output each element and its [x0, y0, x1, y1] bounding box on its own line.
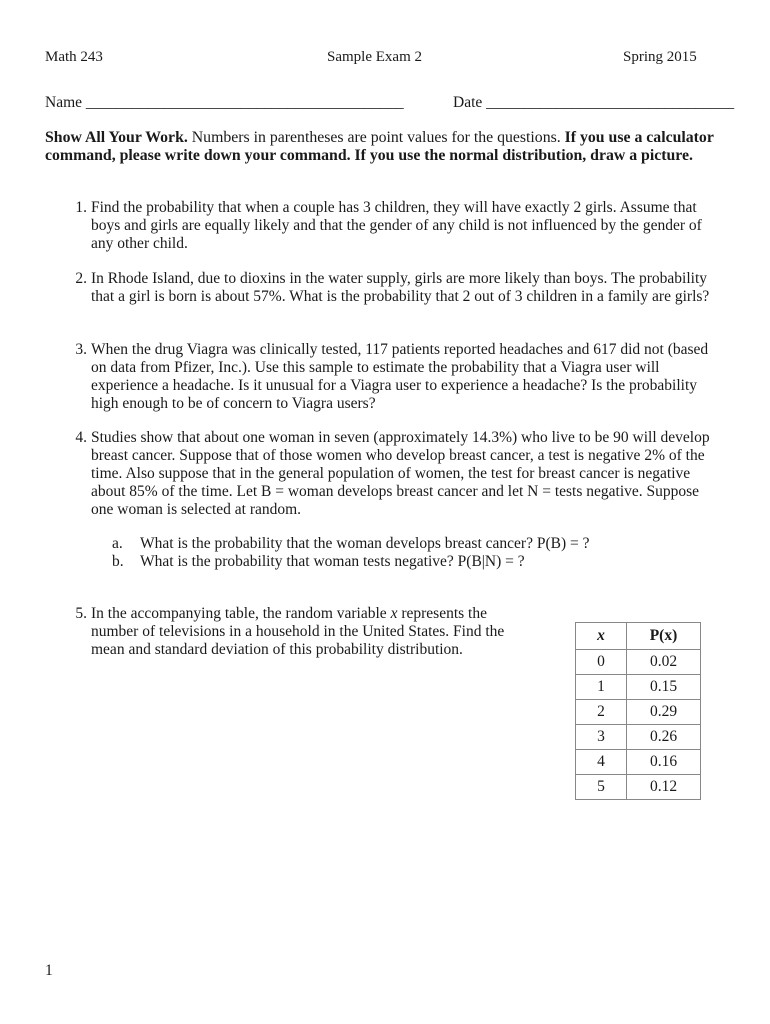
date-field [453, 94, 734, 112]
name-field [45, 94, 404, 112]
date-line: ________________________________ [486, 94, 735, 111]
table-cell: 1 [576, 675, 627, 700]
variable-x: x [390, 605, 398, 622]
table-row [576, 750, 701, 775]
table-cell: 0 [576, 650, 627, 675]
instructions-bold-2: If you use a calculator command, please write down your command. If you use the normal distribution, draw a picture. [45, 129, 714, 164]
table-cell: 0.29 [627, 700, 701, 725]
table-cell: 3 [576, 725, 627, 750]
question-number: 5. [75, 605, 87, 622]
table-row [576, 775, 701, 800]
table-header-row [576, 623, 701, 650]
exam-term: Spring 2015 [623, 49, 697, 65]
question-text: When the drug Viagra was clinically tested, 117 patients reported headaches and 617 did not (based on data from Pfizer, Inc.). Use this sample to estimate the probability that a Viagra user will experience a headache. Is it unusual for a Viagra user to experience a headache? Is the probability high enough to be of concern to Viagra users? [91, 341, 709, 412]
question-text-part: In the accompanying table, the random variable [91, 605, 391, 622]
column-header-x-text: x [597, 627, 605, 644]
question-text [91, 605, 505, 659]
instructions-bold-1: Show All Your Work. [45, 129, 188, 146]
name-label: Name [45, 94, 83, 111]
question-number: 4. [75, 429, 87, 446]
instructions-text: Numbers in parentheses are point values for the questions. [187, 129, 565, 146]
subquestion-label: b. [112, 553, 124, 570]
table-row [576, 675, 701, 700]
table-cell: 0.16 [627, 750, 701, 775]
table-cell: 0.15 [627, 675, 701, 700]
table-cell: 0.12 [627, 775, 701, 800]
subquestion-b [112, 553, 672, 571]
table-cell: 5 [576, 775, 627, 800]
column-header-px: P(x) [627, 623, 701, 650]
page-number: 1 [45, 962, 53, 979]
question-number: 3. [75, 341, 87, 358]
question-text: Studies show that about one woman in seven (approximately 14.3%) who live to be 90 will develop breast cancer. Suppose that of those women who develop breast cancer, a test is negative 2% of the time. Also suppose that in the general population of women, the test for breast cancer is negative about 85% of the time. Let B = woman develops breast cancer and let N = tests negative. Suppose one woman is selected at random. [91, 429, 710, 518]
exam-title: Sample Exam 2 [327, 49, 422, 65]
question-text: Find the probability that when a couple has 3 children, they will have exactly 2 girls. Assume that boys and girls are equally likely and that the gender of any child is not influenced by the gender of any other child. [91, 199, 702, 252]
probability-table [575, 622, 701, 800]
table-row [576, 725, 701, 750]
question-text-part: represents the number of televisions in a household in the United States. Find the mean and standard deviation of this probability distribution. [91, 605, 505, 658]
table-row [576, 650, 701, 675]
table-cell: 4 [576, 750, 627, 775]
subquestion-label: a. [112, 535, 123, 552]
name-line: _________________________________________ [85, 94, 404, 111]
question-text: In Rhode Island, due to dioxins in the water supply, girls are more likely than boys. The probability that a girl is born is about 57%. What is the probability that 2 out of 3 children in a family are girls? [91, 270, 710, 305]
date-label: Date [453, 94, 483, 111]
course-name: Math 243 [45, 49, 103, 65]
instructions [45, 129, 715, 165]
table-cell: 0.26 [627, 725, 701, 750]
table-cell: 0.02 [627, 650, 701, 675]
question-number: 1. [75, 199, 87, 216]
question-number: 2. [75, 270, 87, 287]
subquestion-text: What is the probability that the woman develops breast cancer? P(B) = ? [140, 535, 590, 552]
table-cell: 2 [576, 700, 627, 725]
subquestion-a [112, 535, 672, 553]
column-header-x [576, 623, 627, 650]
subquestion-text: What is the probability that woman tests negative? P(B|N) = ? [140, 553, 525, 570]
table-row [576, 700, 701, 725]
